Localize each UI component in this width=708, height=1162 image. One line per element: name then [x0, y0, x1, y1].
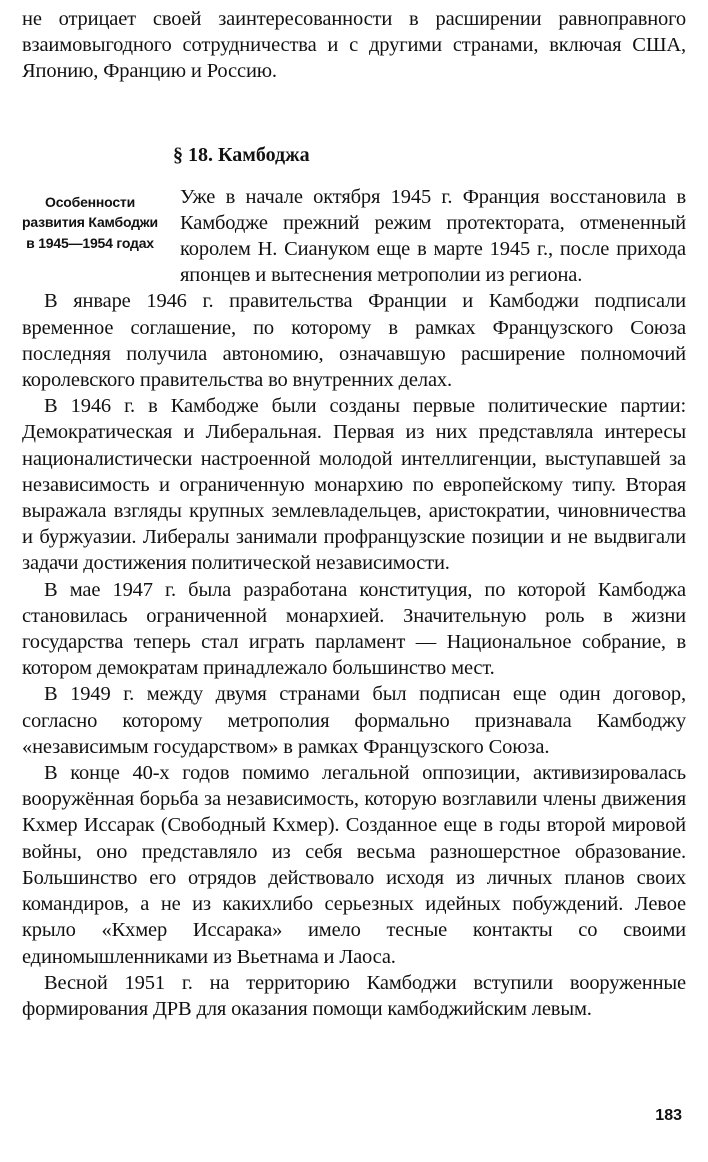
intro-paragraph: не отрицает своей заинтересованности в расширении равноправного взаимовыгодного сотрудничества и с другими странами, включая США, Японию, Францию и Россию. [22, 8, 686, 83]
paragraph-5: В 1949 г. между двумя странами был подписан еще один договор, согласно которому метрополия формально признавала Камбоджу «независимым государством» в рамках Французского Союза. [22, 683, 686, 758]
paragraph-4: В мае 1947 г. была разработана конституция, по которой Камбоджа становилась ограниченной монархией. Значительную роль в жизни государства теперь стал играть парламент — Национальное собрание, в котором демократам принадлежало большинство мест. [22, 578, 686, 680]
paragraph-7: Весной 1951 г. на территорию Камбоджи вступили вооруженные формирования ДРВ для оказания помощи камбоджийским левым. [22, 971, 686, 1020]
paragraph-3: В 1946 г. в Камбодже были созданы первые политические партии: Демократическая и Либеральная. Первая из них представляла интересы националистически настроенной молодой интеллигенции, выступавшей за независимость и ограниченную монархию по европейскому типу. Вторая выражала взгляды крупных землевладельцев, аристократии, чиновничества и буржуазии. Либералы занимали профранцузские позиции и не выдвигали задачи достижения политической независимости. [22, 395, 686, 575]
first-paragraph-block [22, 184, 686, 289]
paragraph-1: Уже в начале октября 1945 г. Франция восстановила в Камбодже прежний режим протектората, отмененный королем Н. Сиануком еще в марте 1945 г., после прихода японцев и вытеснения метрополии из региона. [180, 185, 686, 287]
paragraph-6: В конце 40-х годов помимо легальной оппозиции, активизировалась вооружённая борьба за независимость, которую возглавили члены движения Кхмер Иссарак (Свободный Кхмер). Созданное еще в годы второй мировой войны, оно представляло из себя весьма разношерстное образование. Большинство его отрядов действовало исходя из личных планов своих командиров, а не из какихлибо серьезных идейных побуждений. Левое крыло «Кхмер Иссарака» имело тесные контакты со своими единомышленниками из Вьетнама и Лаоса. [22, 762, 686, 968]
margin-note: Особенности развития Камбоджи в 1945—1954 годах [22, 193, 158, 251]
section-title: § 18. Камбоджа [173, 143, 310, 166]
paragraph-2: В январе 1946 г. правительства Франции и Камбоджи подписали временное соглашение, по которому в рамках Французского Союза последняя получила автономию, означавшую расширение полномочий королевского правительства во внутренних делах. [22, 290, 686, 392]
page-number: 183 [655, 1107, 682, 1124]
